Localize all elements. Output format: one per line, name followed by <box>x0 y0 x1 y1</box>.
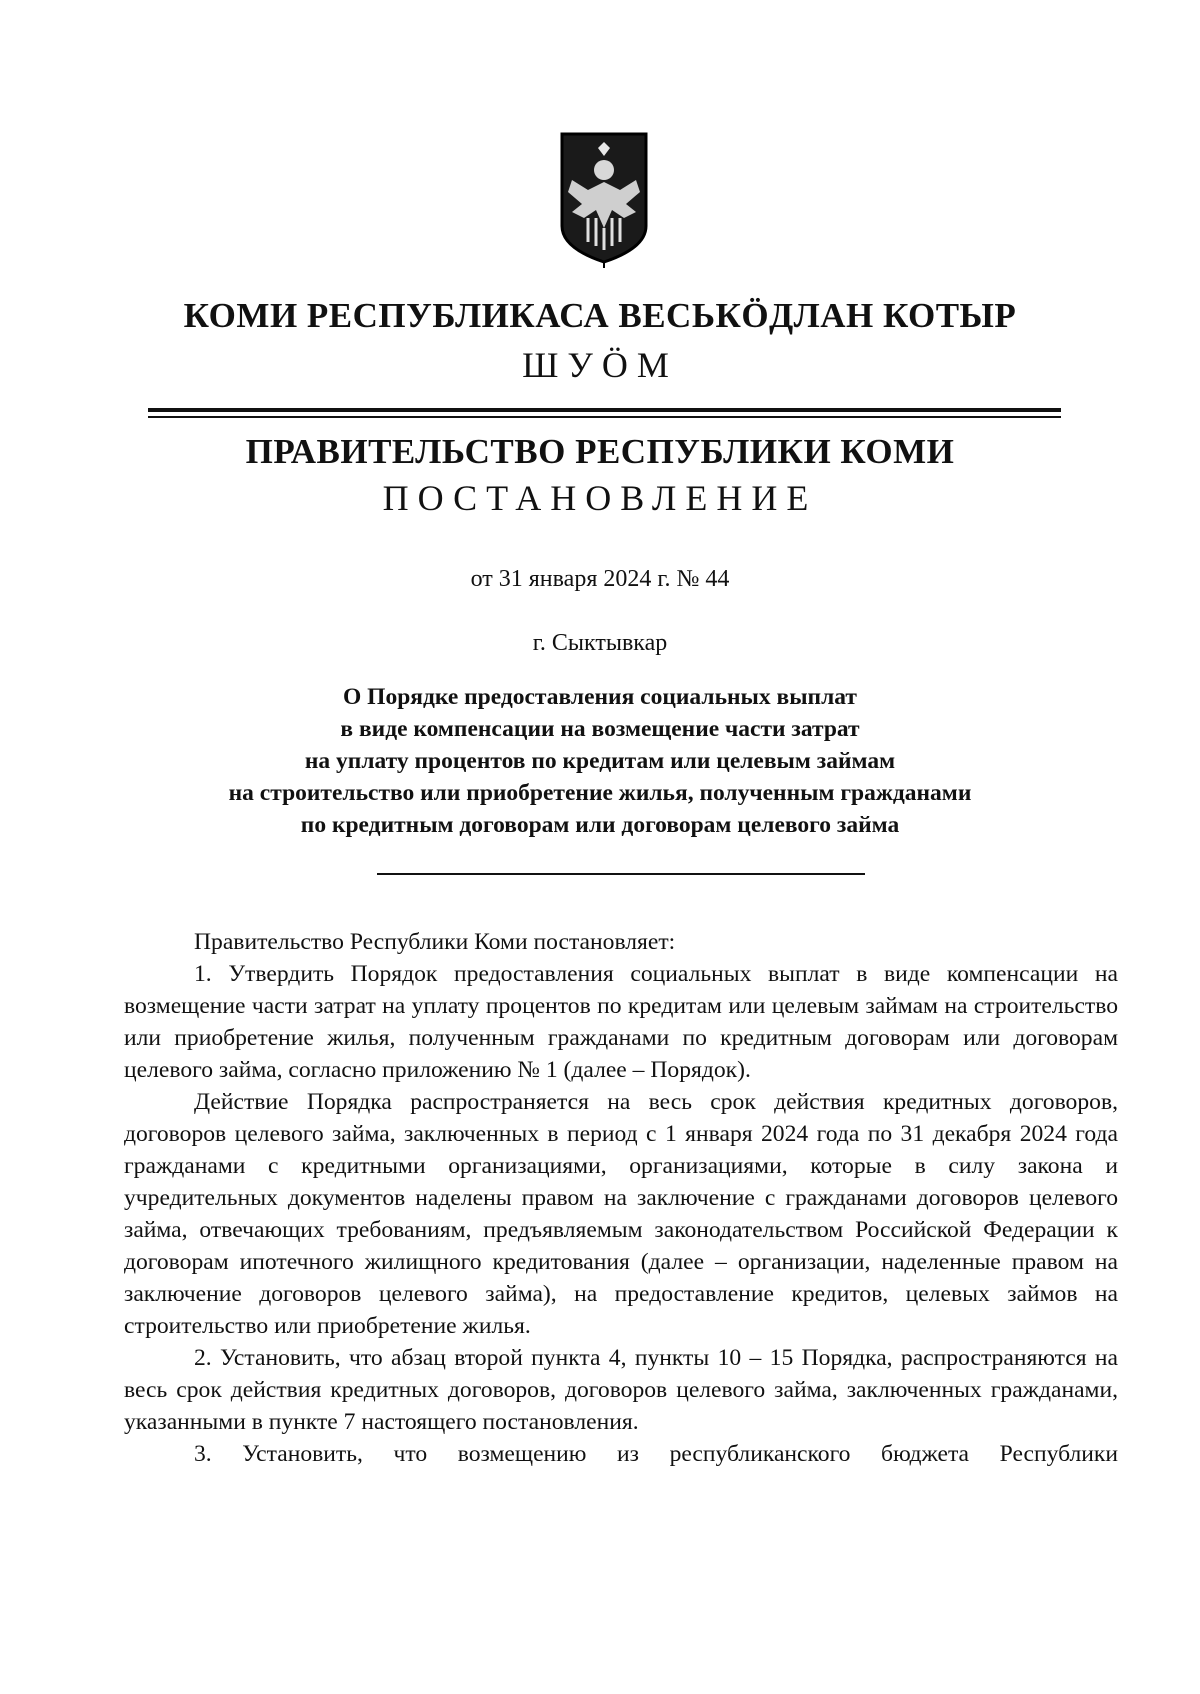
header-divider-thick <box>148 408 1061 412</box>
body-paragraph: Действие Порядка распространяется на весь срок действия кредитных договоров, договоров целевого займа, заключенных в период с 1 января 2024 года по 31 декабря 2024 года гражданами с кредитными организациями, организациями, которые в силу закона и учредительных документов наделены правом на заключение с гражданами договоров целевого займа, отвечающих требованиям, предъявляемым законодательством Российской Федерации к договорам ипотечного жилищного кредитования (далее – организации, наделенные правом на заключение договоров целевого займа), на предоставление кредитов, целевых займов на строительство или приобретение жилья. <box>124 1089 1118 1339</box>
document-subject <box>0 681 1200 841</box>
body-paragraph: Правительство Республики Коми постановляет: <box>194 929 676 955</box>
document-city: г. Сыктывкар <box>532 630 668 656</box>
body-paragraph: 3. Установить, что возмещению из республиканского бюджета Республики <box>194 1441 1118 1467</box>
government-title: ПРАВИТЕЛЬСТВО РЕСПУБЛИКИ КОМИ <box>245 432 955 471</box>
coat-of-arms-emblem <box>558 130 650 268</box>
subject-line: по кредитным договорам или договорам целевого займа <box>300 812 900 838</box>
header-divider-thin <box>148 416 1061 418</box>
document-type: ПОСТАНОВЛЕНИЕ <box>382 478 818 518</box>
komi-document-type: ШУӦМ <box>522 345 678 385</box>
subject-line: в виде компенсации на возмещение части затрат <box>340 716 860 742</box>
document-date-number: от 31 января 2024 г. № 44 <box>470 566 730 592</box>
subject-line: на уплату процентов по кредитам или целевым займам <box>304 748 896 774</box>
document-body <box>124 926 1118 1470</box>
komi-government-title: КОМИ РЕСПУБЛИКАСА ВЕСЬКӦДЛАН КОТЫР <box>183 296 1017 335</box>
subject-line: О Порядке предоставления социальных выплат <box>343 684 857 710</box>
body-paragraph: 2. Установить, что абзац второй пункта 4, пункты 10 – 15 Порядка, распространяются на весь срок действия кредитных договоров, договоров целевого займа, заключенных гражданами, указанными в пункте 7 настоящего постановления. <box>124 1345 1118 1435</box>
body-paragraph: 1. Утвердить Порядок предоставления социальных выплат в виде компенсации на возмещение части затрат на уплату процентов по кредитам или целевым займам на строительство или приобретение жилья, полученным гражданами по кредитным договорам или договорам целевого займа, согласно приложению № 1 (далее – Порядок). <box>124 961 1118 1083</box>
subject-underline <box>377 873 865 875</box>
subject-line: на строительство или приобретение жилья, полученным гражданами <box>228 780 972 806</box>
